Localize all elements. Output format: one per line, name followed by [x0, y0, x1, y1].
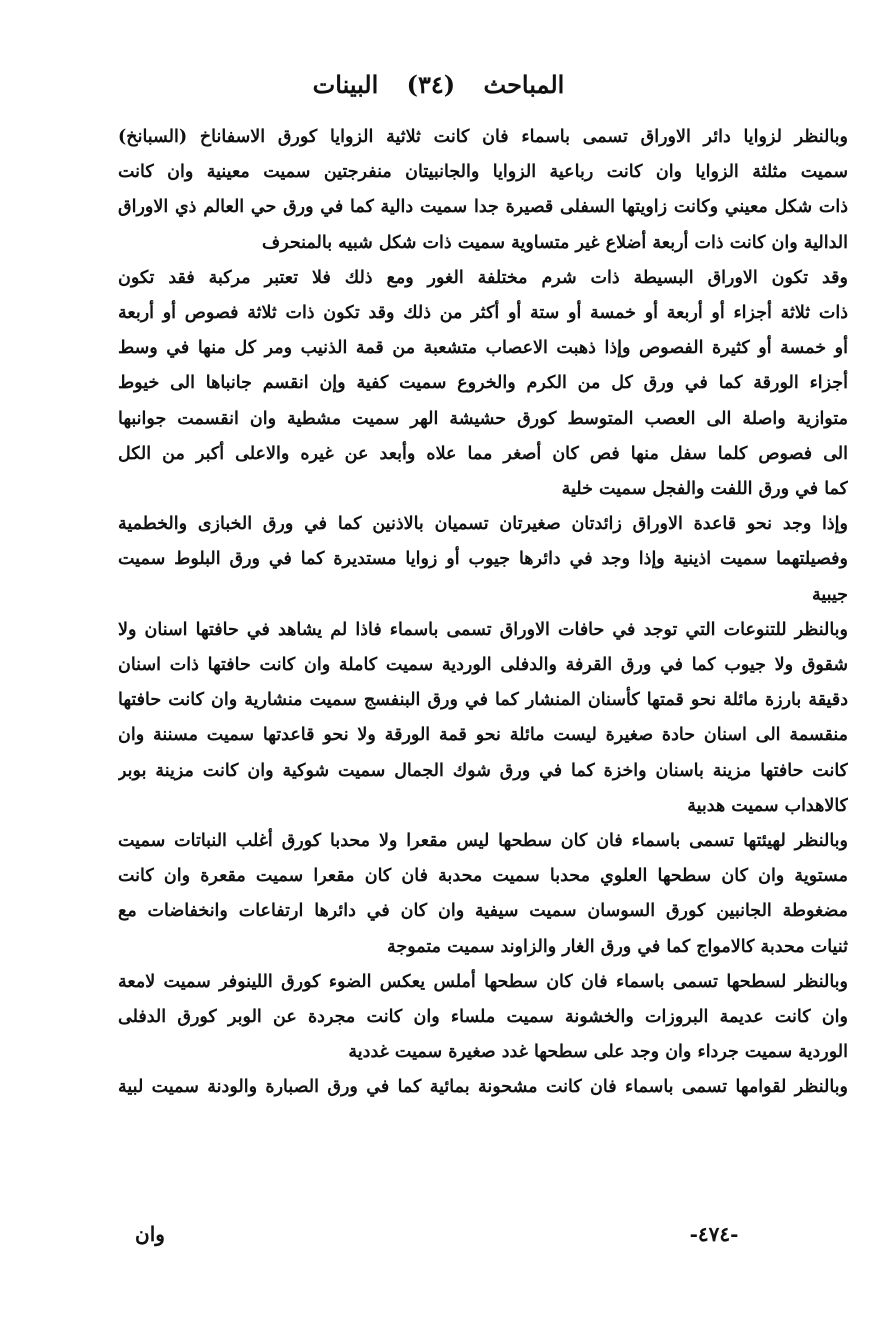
text-line: مضغوطة الجانبين كورق السوسان سميت سيفية وان كان في دائرها ارتفاعات وانخفاضات مع	[118, 901, 848, 922]
text-line: كانت حافتها مزينة باسنان واخزة كما في ورق شوك الجمال سميت شوكية وان كانت مزينة بوبر	[118, 760, 848, 781]
text-line: سميت مثلثة الزوايا وان كانت رباعية الزوايا والجانبيتان منفرجتين سميت معينية وان كانت	[118, 162, 848, 183]
page-header	[0, 70, 877, 99]
text-line: وان كانت عديمة البروزات والخشونة سميت ملساء وان كانت مجردة عن الوبر كورق الدفلى	[118, 1007, 848, 1028]
text-line: أو خمسة أو كثيرة الفصوص وإذا ذهبت الاعصاب متشعبة من قمة الذنيب ومر كل منها في وسط	[118, 338, 848, 359]
text-line: الدالية وان كانت ذات أربعة أضلاع غير متساوية سميت ذات شكل شبيه بالمنحرف	[262, 232, 848, 253]
text-line: وبالنظر للتنوعات التي توجد في حافات الاوراق تسمى باسماء فاذا لم يشاهد في حافتها اسنان ولا	[118, 619, 848, 640]
page-number: -٤٧٤-	[689, 1222, 739, 1246]
header-chapter-number: (٣٤)	[406, 70, 456, 99]
text-line: أجزاء الورقة كما في ورق كل من الكرم والخروع سميت كفية وإن انقسم جانباها الى خيوط	[118, 373, 848, 394]
catchword: وان	[135, 1222, 165, 1246]
text-line: وإذا وجد نحو قاعدة الاوراق زائدتان صغيرتان تسميان بالاذنين كما في ورق الخبازى والخطمية	[118, 514, 848, 535]
body-text	[118, 120, 848, 1106]
text-line: وبالنظر لزوايا دائر الاوراق تسمى باسماء فان كانت ثلاثية الزوايا كورق الاسفاناخ (السبانخ)	[118, 127, 848, 147]
text-line: الى فصوص كلما سفل منها فص كان أصغر مما علاه وأبعد عن غيره والاعلى أكبر من الكل	[118, 443, 848, 464]
header-title-right: المباحث	[483, 70, 565, 99]
text-line: ذات شكل معيني وكانت زاويتها السفلى قصيرة جدا سميت دالية كما في ورق حي العالم ذي الاوراق	[118, 197, 848, 218]
text-line: متوازية واصلة الى العصب المتوسط كورق حشيشة الهر سميت مشطية وان انقسمت جوانبها	[118, 408, 848, 429]
text-line: الوردية سميت جرداء وان وجد على سطحها غدد صغيرة سميت غددية	[348, 1042, 848, 1063]
text-line: وقد تكون الاوراق البسيطة ذات شرم مختلفة الغور ومع ذلك فلا تعتبر مركبة فقد تكون	[118, 267, 848, 288]
header-title-left: البينات	[312, 70, 379, 99]
text-line: شقوق ولا جيوب كما في ورق القرفة والدفلى الوردية سميت كاملة وان كانت حافتها ذات اسنان	[118, 655, 848, 676]
text-line: ثنيات محدبة كالامواج كما في ورق الغار والزاوند سميت متموجة	[387, 936, 848, 957]
text-line: وبالنظر لهيئتها تسمى باسماء فان كان سطحها ليس مقعرا ولا محدبا كورق أغلب النباتات سميت	[118, 831, 848, 852]
text-line: كما في ورق اللفت والفجل سميت خلية	[561, 479, 848, 500]
text-line: دقيقة بارزة مائلة نحو قمتها كأسنان المنشار كما في ورق البنفسج سميت منشارية وان كانت حافتها	[118, 690, 848, 711]
text-line: كالاهداب سميت هدبية	[687, 795, 848, 816]
text-line: وبالنظر لقوامها تسمى باسماء فان كانت مشحونة بمائية كما في ورق الصبارة والودنة سميت لبية	[118, 1077, 848, 1098]
text-line: منقسمة الى اسنان حادة صغيرة ليست مائلة نحو قمة الورقة ولا نحو قاعدتها سميت مسننة وان	[118, 725, 848, 746]
text-line: مستوية وان كان سطحها العلوي محدبا سميت محدبة فان كان مقعرا سميت مقعرة وان كانت	[118, 866, 848, 887]
text-line: وبالنظر لسطحها تسمى باسماء فان كان سطحها أملس يعكس الضوء كورق اللينوفر سميت لامعة	[118, 971, 848, 992]
text-line: ذات ثلاثة أجزاء أو أربعة أو خمسة أو ستة أو أكثر من ذلك وقد تكون ذات ثلاثة فصوص أو أربعة	[118, 303, 848, 324]
text-line: وفصيلتهما سميت اذينية وإذا وجد في دائرها جيوب أو زوايا مستديرة كما في ورق البلوط سميت	[118, 549, 848, 570]
text-line: جيبية	[811, 584, 848, 605]
